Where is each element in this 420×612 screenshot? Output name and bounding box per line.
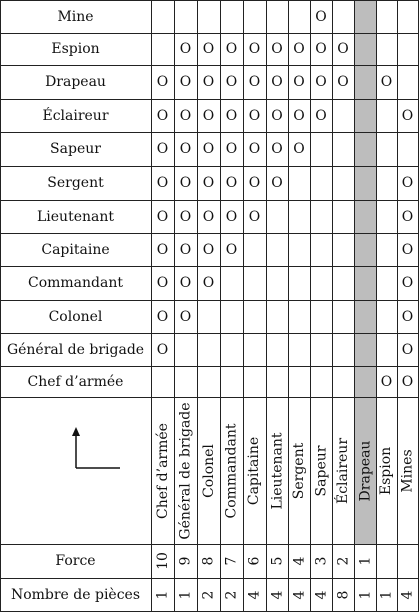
win-mark: O: [156, 208, 169, 225]
win-mark: O: [202, 107, 215, 124]
win-mark: O: [293, 141, 305, 157]
column-header: [397, 397, 418, 544]
piece-count: [376, 578, 397, 611]
piece-count-text: 2: [223, 590, 240, 599]
force-label: Force: [55, 553, 96, 569]
column-header: [151, 397, 174, 544]
win-mark: O: [271, 74, 283, 90]
column-header-label: Capitaine: [246, 436, 263, 505]
column-header-label: Général de brigade: [177, 401, 194, 540]
column-header: [332, 397, 354, 544]
grid-line-vertical: [397, 0, 398, 612]
grid-line-horizontal: [0, 544, 418, 545]
grid-line-horizontal: [0, 166, 418, 167]
win-mark: O: [202, 41, 215, 57]
grid-line-vertical: [354, 0, 355, 612]
row-label: Colonel: [48, 308, 103, 325]
corner-arrow-icon: [68, 424, 128, 476]
force-value: [354, 544, 376, 578]
row-label: Éclaireur: [42, 107, 109, 124]
win-mark: O: [401, 175, 414, 191]
win-mark: O: [271, 107, 283, 124]
column-header-label: Colonel: [200, 443, 217, 498]
piece-count: [197, 578, 220, 611]
piece-count-text: 8: [334, 590, 351, 599]
win-mark: O: [179, 175, 192, 191]
win-mark: O: [202, 74, 215, 90]
piece-count-text: 1: [378, 590, 395, 599]
piece-count: [288, 578, 310, 611]
column-header-label: Sergent: [291, 442, 307, 499]
win-mark: O: [225, 175, 238, 191]
row-label: Mine: [57, 8, 94, 25]
row-label: Général de brigade: [6, 341, 145, 358]
column-header: [243, 397, 266, 544]
win-mark: O: [202, 208, 215, 225]
force-value-text: 7: [223, 556, 240, 566]
column-header-label: Éclaireur: [335, 437, 351, 504]
win-mark: O: [401, 373, 414, 390]
force-value-text: 5: [268, 556, 285, 566]
column-header-label: Chef d’armée: [154, 422, 171, 519]
win-mark: O: [202, 175, 215, 191]
win-mark: O: [202, 141, 215, 157]
piece-count-text: 4: [399, 590, 416, 599]
win-mark: O: [401, 241, 414, 258]
win-mark: O: [248, 41, 261, 57]
win-mark: O: [156, 107, 169, 124]
grid-line-vertical: [310, 0, 311, 612]
row-label: Espion: [51, 41, 100, 57]
grid-line-horizontal: [0, 33, 418, 34]
piece-count: [332, 578, 354, 611]
column-header-label: Mines: [399, 448, 416, 493]
win-mark: O: [179, 141, 192, 157]
row-label: Lieutenant: [37, 208, 114, 225]
piece-count: [174, 578, 197, 611]
grid-line-horizontal: [0, 65, 418, 66]
win-mark: O: [179, 275, 192, 291]
win-mark: O: [337, 74, 349, 90]
grid-line-vertical: [266, 0, 267, 612]
force-value: [174, 544, 197, 578]
piece-count-text: 4: [312, 590, 329, 599]
win-mark: O: [156, 141, 169, 157]
force-value: [243, 544, 266, 578]
piece-count: [397, 578, 418, 611]
force-value-text: 1: [356, 556, 373, 566]
win-mark: O: [225, 141, 238, 157]
win-mark: O: [156, 74, 169, 90]
piece-count-text: 4: [268, 590, 285, 599]
force-value-text: 9: [177, 556, 194, 566]
win-mark: O: [401, 308, 414, 325]
force-value: [288, 544, 310, 578]
grid-line-vertical: [197, 0, 198, 612]
win-mark: O: [225, 107, 238, 124]
force-value-text: 3: [312, 556, 329, 566]
grid-line-vertical: [174, 0, 175, 612]
column-header-label: Commandant: [223, 422, 240, 519]
win-mark: O: [156, 275, 169, 291]
column-header-label: Espion: [378, 446, 395, 495]
piece-count: [354, 578, 376, 611]
win-mark: O: [179, 41, 192, 57]
piece-count-text: 4: [290, 590, 307, 599]
win-mark: O: [315, 74, 327, 90]
row-label: Drapeau: [45, 74, 106, 90]
grid-line-horizontal: [0, 99, 418, 100]
row-label: Sapeur: [50, 141, 101, 157]
column-header-label: Sapeur: [313, 445, 329, 496]
column-header-label: Lieutenant: [269, 432, 285, 509]
piece-count-text: 4: [246, 590, 263, 599]
win-mark: O: [179, 208, 192, 225]
grid-line-horizontal: [0, 578, 418, 579]
win-mark: O: [271, 175, 283, 191]
piece-count-text: 1: [154, 590, 171, 599]
grid-line-horizontal: [0, 200, 418, 201]
piece-count: [220, 578, 243, 611]
win-mark: O: [315, 8, 327, 25]
column-header: [354, 397, 376, 544]
row-label: Commandant: [27, 275, 123, 291]
win-mark: O: [337, 41, 349, 57]
column-header: [174, 397, 197, 544]
force-value: [266, 544, 288, 578]
column-header: [310, 397, 332, 544]
force-value-text: 6: [246, 556, 263, 566]
force-value-text: 8: [200, 556, 217, 566]
piece-count-label: Nombre de pièces: [10, 586, 141, 603]
piece-count: [266, 578, 288, 611]
piece-count-text: 1: [356, 590, 373, 599]
win-mark: O: [156, 175, 169, 191]
row-label: Chef d’armée: [27, 373, 124, 390]
win-mark: O: [401, 341, 414, 358]
force-value: [310, 544, 332, 578]
grid-line-vertical: [376, 0, 377, 612]
force-value: [151, 544, 174, 578]
grid-line-vertical: [418, 0, 419, 612]
win-mark: O: [293, 107, 305, 124]
win-mark: O: [248, 74, 261, 90]
win-mark: O: [401, 208, 414, 225]
win-mark: O: [179, 107, 192, 124]
grid-line-vertical: [332, 0, 333, 612]
piece-count-text: 1: [177, 590, 194, 599]
grid-line-horizontal: [0, 132, 418, 133]
force-value: [332, 544, 354, 578]
grid-line-horizontal: [0, 0, 418, 1]
grid-line-vertical: [220, 0, 221, 612]
win-mark: O: [156, 241, 169, 258]
win-mark: O: [293, 41, 305, 57]
win-mark: O: [225, 241, 238, 258]
row-label: Sergent: [47, 175, 104, 191]
win-mark: O: [315, 41, 327, 57]
win-mark: O: [293, 74, 305, 90]
win-mark: O: [225, 74, 238, 90]
win-mark: O: [315, 107, 327, 124]
grid-line-horizontal: [0, 333, 418, 334]
win-mark: O: [248, 107, 261, 124]
piece-count-text: 2: [200, 590, 217, 599]
force-value-text: 10: [154, 552, 171, 570]
win-mark: O: [248, 175, 261, 191]
grid-line-horizontal: [0, 366, 418, 367]
win-mark: O: [156, 308, 169, 325]
win-mark: O: [202, 275, 215, 291]
piece-count: [243, 578, 266, 611]
win-mark: O: [380, 373, 393, 390]
grid-line-vertical: [288, 0, 289, 612]
column-header: [220, 397, 243, 544]
grid-line-horizontal: [0, 300, 418, 301]
row-label: Capitaine: [41, 241, 110, 258]
grid-line-horizontal: [0, 233, 418, 234]
win-mark: O: [271, 141, 283, 157]
piece-count: [310, 578, 332, 611]
grid-line-vertical: [151, 0, 152, 612]
win-mark: O: [401, 107, 414, 124]
win-mark: O: [225, 208, 238, 225]
column-header: [197, 397, 220, 544]
force-value: [220, 544, 243, 578]
win-mark: O: [380, 74, 393, 90]
win-mark: O: [179, 74, 192, 90]
win-mark: O: [248, 141, 261, 157]
grid-line-vertical: [243, 0, 244, 612]
win-mark: O: [156, 341, 169, 358]
win-mark: O: [202, 241, 215, 258]
grid-line-horizontal: [0, 266, 418, 267]
force-value: [197, 544, 220, 578]
win-mark: O: [271, 41, 283, 57]
win-mark: O: [248, 208, 261, 225]
column-header: [266, 397, 288, 544]
win-mark: O: [225, 41, 238, 57]
column-header: [288, 397, 310, 544]
win-mark: O: [179, 308, 192, 325]
piece-count: [151, 578, 174, 611]
force-value-text: 2: [334, 556, 351, 566]
force-value-text: 4: [290, 556, 307, 566]
grid-line-vertical: [0, 0, 1, 612]
win-mark: O: [179, 241, 192, 258]
column-header-label: Drapeau: [357, 440, 373, 501]
win-mark: O: [401, 275, 414, 291]
grid-line-horizontal: [0, 397, 418, 398]
column-header: [376, 397, 397, 544]
